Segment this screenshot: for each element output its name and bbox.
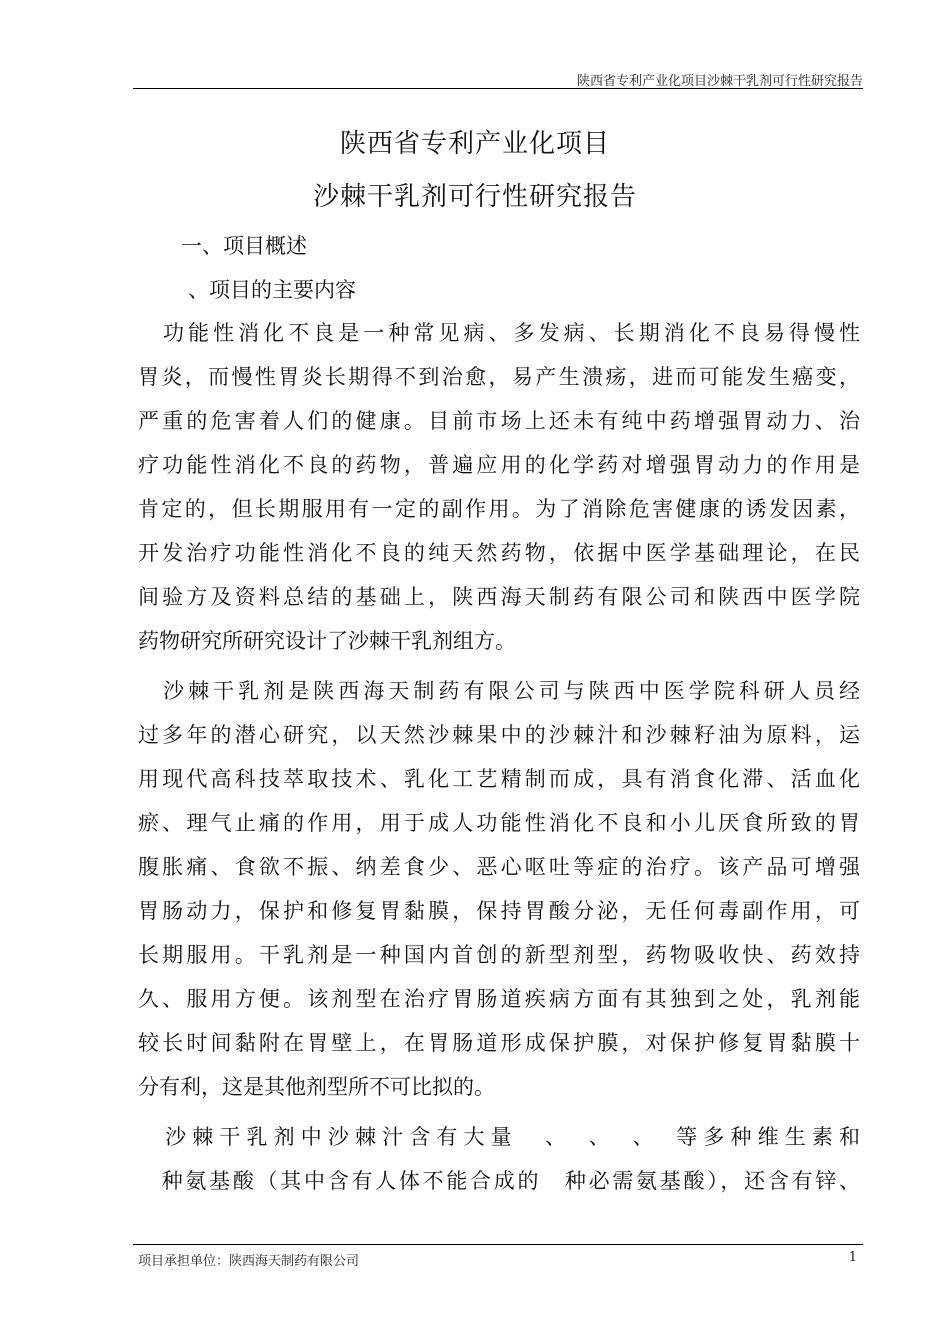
- paragraph-line: 功能性消化不良是一种常见病、多发病、长期消化不良易得慢性: [138, 321, 860, 345]
- paragraph-line: 用现代高科技萃取技术、乳化工艺精制而成，具有消食化滞、活血化: [138, 767, 860, 791]
- paragraph-line: 胃炎，而慢性胃炎长期得不到治愈，易产生溃疡，进而可能发生癌变，: [138, 365, 860, 389]
- paragraph-line: 间验方及资料总结的基础上，陕西海天制药有限公司和陕西中医学院: [138, 585, 860, 609]
- paragraph-line: 瘀、理气止痛的作用，用于成人功能性消化不良和小儿厌食所致的胃: [138, 811, 860, 835]
- header-divider: [133, 88, 863, 89]
- paragraph-line: 疗功能性消化不良的药物，普遍应用的化学药对增强胃动力的作用是: [138, 453, 860, 477]
- paragraph-line: 分有利，这是其他剂型所不可比拟的。: [138, 1075, 495, 1099]
- paragraph-line: 过多年的潜心研究，以天然沙棘果中的沙棘汁和沙棘籽油为原料，运: [138, 723, 860, 747]
- running-header-title: 陕西省专利产业化项目沙棘干乳剂可行性研究报告: [576, 74, 863, 89]
- footer-divider: [133, 1244, 863, 1245]
- paragraph-line: 较长时间黏附在胃壁上，在胃肠道形成保护膜，对保护修复胃黏膜十: [138, 1031, 860, 1055]
- paragraph-line: 药物研究所研究设计了沙棘干乳剂组方。: [138, 629, 516, 653]
- paragraph-line: 种氨基酸（其中含有人体不能合成的 种必需氨基酸），还含有锌、: [138, 1169, 860, 1193]
- document-title-line-1: 陕西省专利产业化项目: [339, 129, 610, 159]
- page-number: 1: [848, 1250, 857, 1265]
- document-title-line-2: 沙棘干乳剂可行性研究报告: [312, 182, 637, 212]
- paragraph-line: 肯定的，但长期服用有一定的副作用。为了消除危害健康的诱发因素，: [138, 497, 860, 521]
- paragraph-line: 开发治疗功能性消化不良的纯天然药物，依据中医学基础理论，在民: [138, 541, 860, 565]
- paragraph-line: 沙棘干乳剂是陕西海天制药有限公司与陕西中医学院科研人员经: [138, 679, 860, 703]
- paragraph-line: 腹胀痛、食欲不振、纳差食少、恶心呕吐等症的治疗。该产品可增强: [138, 855, 860, 879]
- paragraph-line: 沙棘干乳剂中沙棘汁含有大量 、 、 、 等多种维生素和: [138, 1125, 860, 1149]
- section-heading: 一、项目概述: [181, 234, 307, 258]
- paragraph-line: 胃肠动力，保护和修复胃黏膜，保持胃酸分泌，无任何毒副作用，可: [138, 899, 860, 923]
- footer-organization: 项目承担单位：陕西海天制药有限公司: [138, 1254, 360, 1269]
- paragraph-line: 长期服用。干乳剂是一种国内首创的新型剂型，药物吸收快、药效持: [138, 943, 860, 967]
- paragraph-line: 久、服用方便。该剂型在治疗胃肠道疾病方面有其独到之处，乳剂能: [138, 987, 860, 1011]
- paragraph-line: 严重的危害着人们的健康。目前市场上还未有纯中药增强胃动力、治: [138, 409, 860, 433]
- section-subheading: 、项目的主要内容: [188, 278, 356, 302]
